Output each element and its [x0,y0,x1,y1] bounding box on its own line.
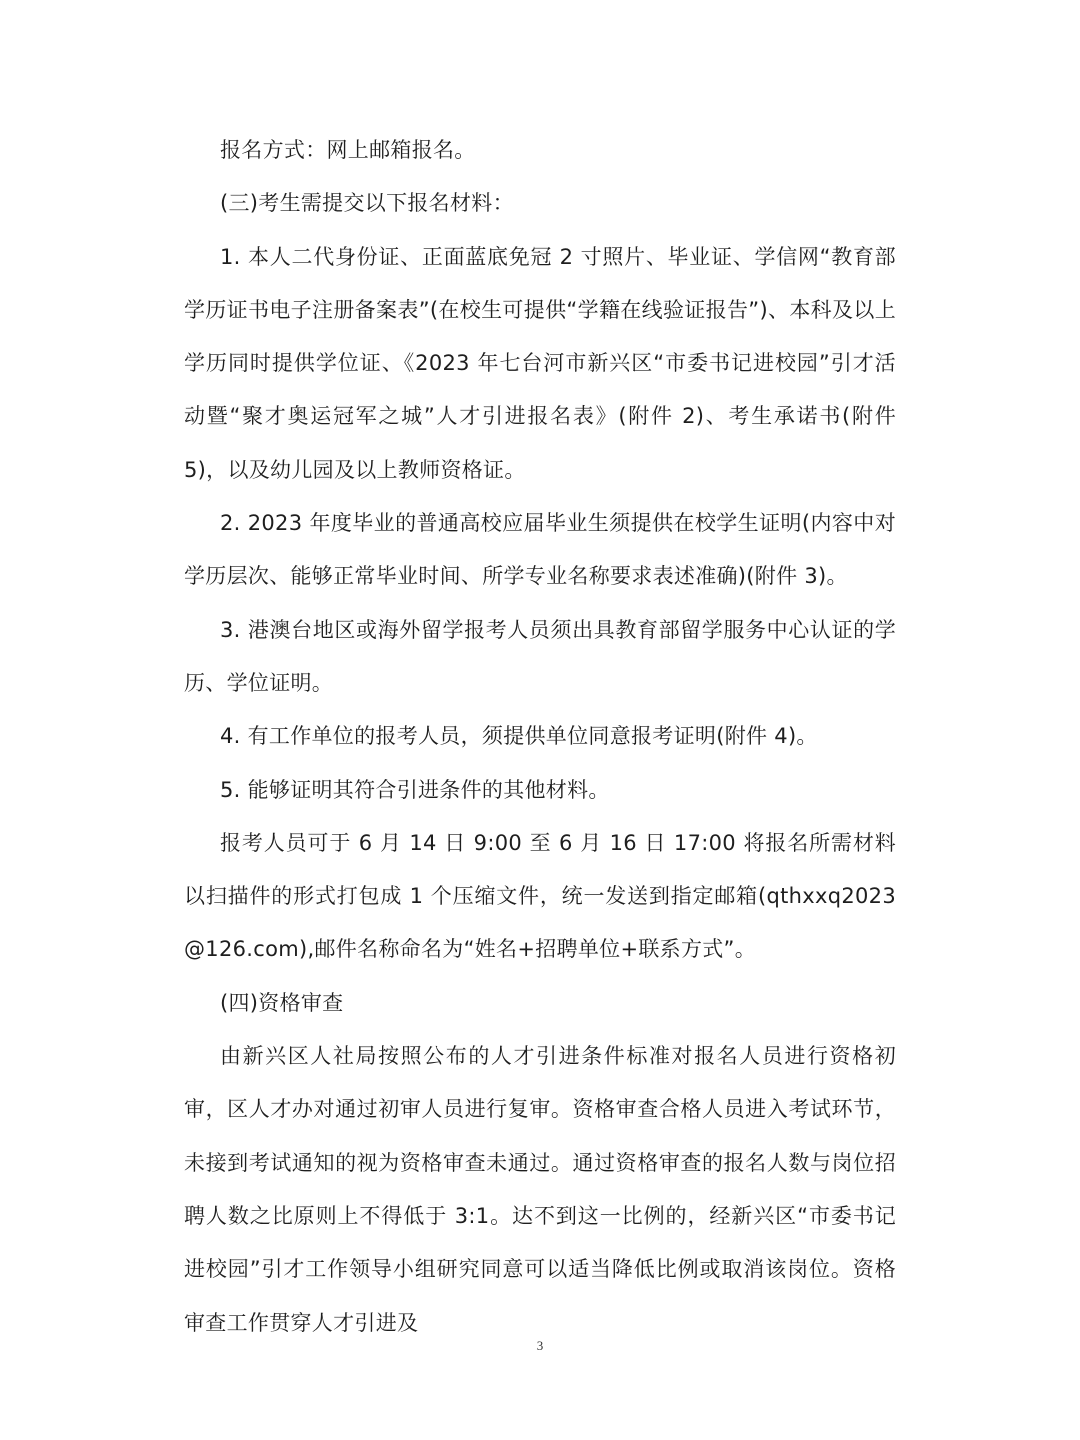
list-item-2: 2. 2023 年度毕业的普通高校应届毕业生须提供在校学生证明(内容中对学历层次、能够正常毕业时间、所学专业名称要求表述准确)(附件 3)。 [184,511,896,589]
list-item-4: 4. 有工作单位的报考人员，须提供单位同意报考证明(附件 4)。 [220,724,818,749]
paragraph-qualification-review: 由新兴区人社局按照公布的人才引进条件标准对报名人员进行资格初审，区人才办对通过初审人员进行复审。资格审查合格人员进入考试环节，未接到考试通知的视为资格审查未通过。通过资格审查的报名人数与岗位招聘人数之比原则上不得低于 3:1。达不到这一比例的，经新兴区“市委书记进校园”引才工作领导小组研究同意可以适当降低比例或取消该岗位。资格审查工作贯穿人才引进及 [184,1044,896,1335]
document-body [184,124,896,1350]
section-heading-qualification-review: (四)资格审查 [220,990,344,1015]
list-item-5: 5. 能够证明其符合引进条件的其他材料。 [220,777,610,802]
paragraph-submission-window: 报考人员可于 6 月 14 日 9:00 至 6 月 16 日 17:00 将报名所需材料以扫描件的形式打包成 1 个压缩文件，统一发送到指定邮箱(qthxxq2023@126.com),邮件名称命名为“姓名+招聘单位+联系方式”。 [184,830,896,962]
paragraph-registration-method: 报名方式：网上邮箱报名。 [220,138,476,162]
list-item-1: 1. 本人二代身份证、正面蓝底免冠 2 寸照片、毕业证、学信网“教育部学历证书电子注册备案表”(在校生可提供“学籍在线验证报告”)、本科及以上学历同时提供学位证、《2023 年七台河市新兴区“市委书记进校园”引才活动暨“聚才奥运冠军之城”人才引进报名表》(附件 2)、考生承诺书(附件 5)，以及幼儿园及以上教师资格证。 [184,244,896,482]
list-item-3: 3. 港澳台地区或海外留学报考人员须出具教育部留学服务中心认证的学历、学位证明。 [184,617,896,695]
page-number: 3 [536,1338,544,1353]
section-heading-materials: (三)考生需提交以下报名材料： [220,191,514,216]
